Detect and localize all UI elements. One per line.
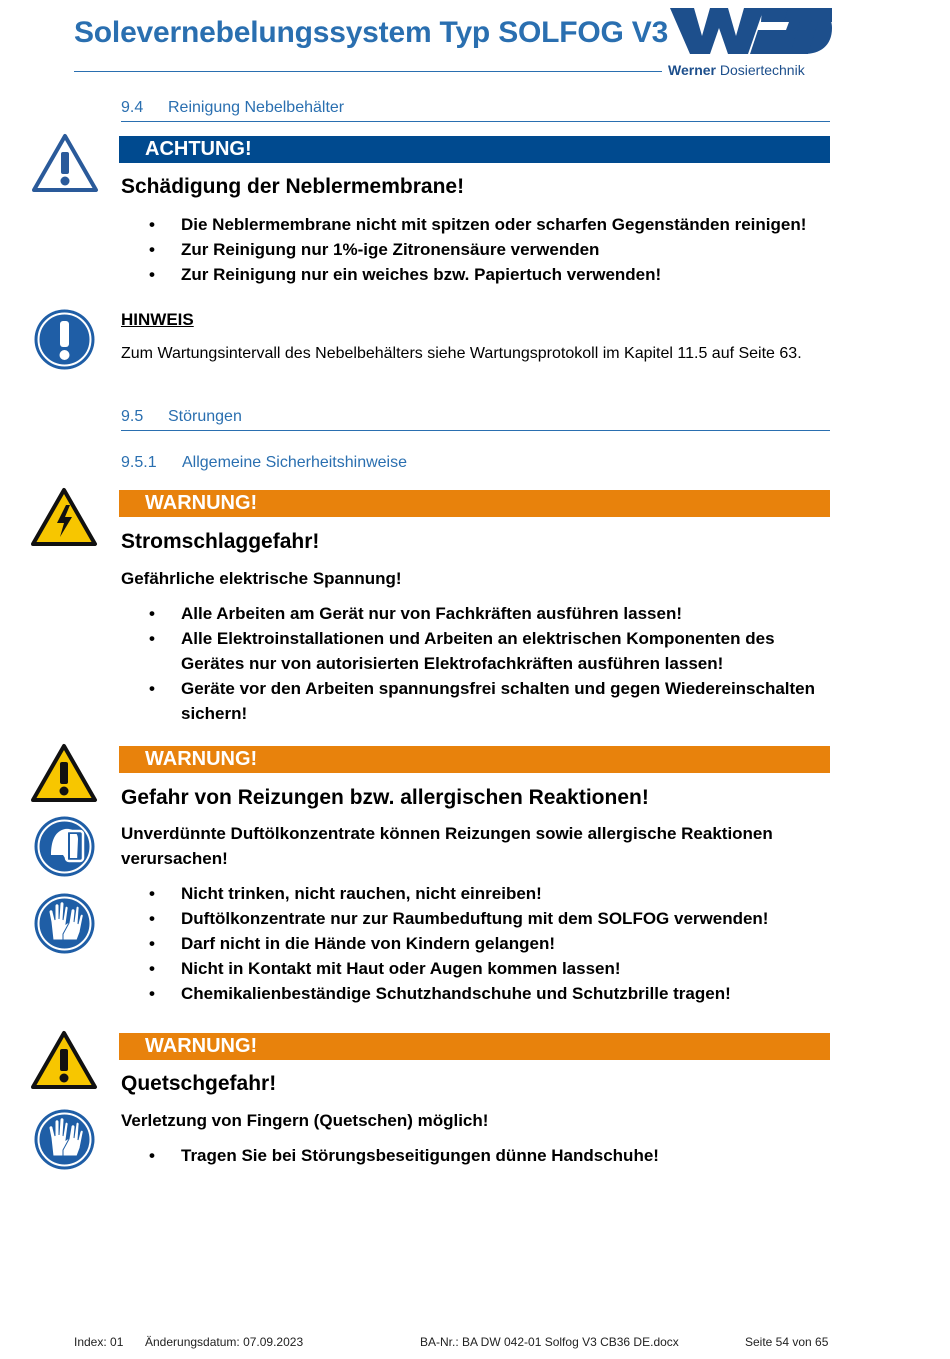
list-item: • Darf nicht in die Hände von Kindern gelangen! bbox=[121, 931, 831, 956]
header-rule bbox=[74, 71, 662, 72]
list-item: • Zur Reinigung nur 1%-ige Zitronensäure verwenden bbox=[121, 237, 831, 262]
warning-heading-1: Stromschlaggefahr! bbox=[121, 530, 320, 553]
list-item: • Zur Reinigung nur ein weiches bzw. Papiertuch verwenden! bbox=[121, 262, 831, 287]
footer-page-number: Seite 54 von 65 bbox=[745, 1335, 829, 1349]
warning-banner-2: WARNUNG! bbox=[119, 746, 830, 773]
achtung-list bbox=[121, 212, 831, 287]
warning-subtext-3: Verletzung von Fingern (Quetschen) möglich! bbox=[121, 1111, 489, 1130]
document-title: Solevernebelungssystem Typ SOLFOG V3 bbox=[74, 16, 669, 49]
section-number: 9.5.1 bbox=[121, 454, 157, 471]
logo-wordmark-bold: Werner bbox=[668, 62, 716, 78]
section-heading-9-5-1 bbox=[121, 454, 407, 472]
list-item: • Die Neblermembrane nicht mit spitzen oder scharfen Gegenständen reinigen! bbox=[121, 212, 831, 237]
warning-triangle-icon bbox=[30, 743, 98, 803]
warning-triangle-icon bbox=[31, 133, 99, 193]
section-heading-9-4 bbox=[121, 99, 830, 122]
mandatory-notice-icon bbox=[33, 308, 96, 371]
achtung-heading: Schädigung der Neblermembrane! bbox=[121, 175, 465, 198]
logo-wordmark-rest: Dosiertechnik bbox=[715, 62, 805, 78]
warning-triangle-icon bbox=[30, 1030, 98, 1090]
footer-index: Index: 01 bbox=[74, 1335, 124, 1349]
section-number: 9.4 bbox=[121, 99, 144, 116]
hinweis-text: Zum Wartungsintervall des Nebelbehälters siehe Wartungsprotokoll im Kapitel 11.5 auf Seite 63. bbox=[121, 345, 802, 362]
list-item: • Nicht in Kontakt mit Haut oder Augen kommen lassen! bbox=[121, 956, 831, 981]
hinweis-title: HINWEIS bbox=[121, 310, 194, 329]
footer-date: Änderungsdatum: 07.09.2023 bbox=[145, 1335, 304, 1349]
electrical-hazard-icon bbox=[30, 487, 98, 547]
list-item: • Chemikalienbeständige Schutzhandschuhe und Schutzbrille tragen! bbox=[121, 981, 831, 1006]
warning-list-1 bbox=[121, 601, 821, 726]
gloves-icon bbox=[33, 892, 96, 955]
list-item: • Geräte vor den Arbeiten spannungsfrei schalten und gegen Wiedereinschalten sichern! bbox=[121, 676, 821, 726]
gloves-icon bbox=[33, 1108, 96, 1171]
warning-list-3 bbox=[121, 1143, 831, 1168]
logo-wordmark bbox=[668, 62, 805, 78]
warning-heading-3: Quetschgefahr! bbox=[121, 1072, 277, 1095]
face-shield-icon bbox=[33, 815, 96, 878]
section-title: Allgemeine Sicherheitshinweise bbox=[182, 454, 408, 471]
section-title: Reinigung Nebelbehälter bbox=[168, 99, 345, 116]
section-number: 9.5 bbox=[121, 408, 144, 425]
warning-banner-1: WARNUNG! bbox=[119, 490, 830, 517]
warning-list-2 bbox=[121, 881, 831, 1006]
warning-heading-2: Gefahr von Reizungen bzw. allergischen Reaktionen! bbox=[121, 786, 649, 809]
warning-subtext-2: Unverdünnte Duftölkonzentrate können Reizungen sowie allergische Reaktionen verursachen! bbox=[121, 824, 773, 868]
list-item: • Tragen Sie bei Störungsbeseitigungen dünne Handschuhe! bbox=[121, 1143, 831, 1168]
list-item: • Alle Arbeiten am Gerät nur von Fachkräften ausführen lassen! bbox=[121, 601, 821, 626]
section-title: Störungen bbox=[168, 408, 242, 425]
warning-banner-3: WARNUNG! bbox=[119, 1033, 830, 1060]
warning-subtext-1: Gefährliche elektrische Spannung! bbox=[121, 569, 402, 588]
list-item: • Nicht trinken, nicht rauchen, nicht einreiben! bbox=[121, 881, 831, 906]
achtung-banner: ACHTUNG! bbox=[119, 136, 830, 163]
section-heading-9-5 bbox=[121, 408, 830, 431]
list-item: • Duftölkonzentrate nur zur Raumbeduftung mit dem SOLFOG verwenden! bbox=[121, 906, 831, 931]
list-item: • Alle Elektroinstallationen und Arbeiten an elektrischen Komponenten des Gerätes nur von autorisierten Elektrofachkräften ausführen lassen! bbox=[121, 626, 821, 676]
footer-ba-number: BA-Nr.: BA DW 042-01 Solfog V3 CB36 DE.docx bbox=[420, 1335, 679, 1349]
